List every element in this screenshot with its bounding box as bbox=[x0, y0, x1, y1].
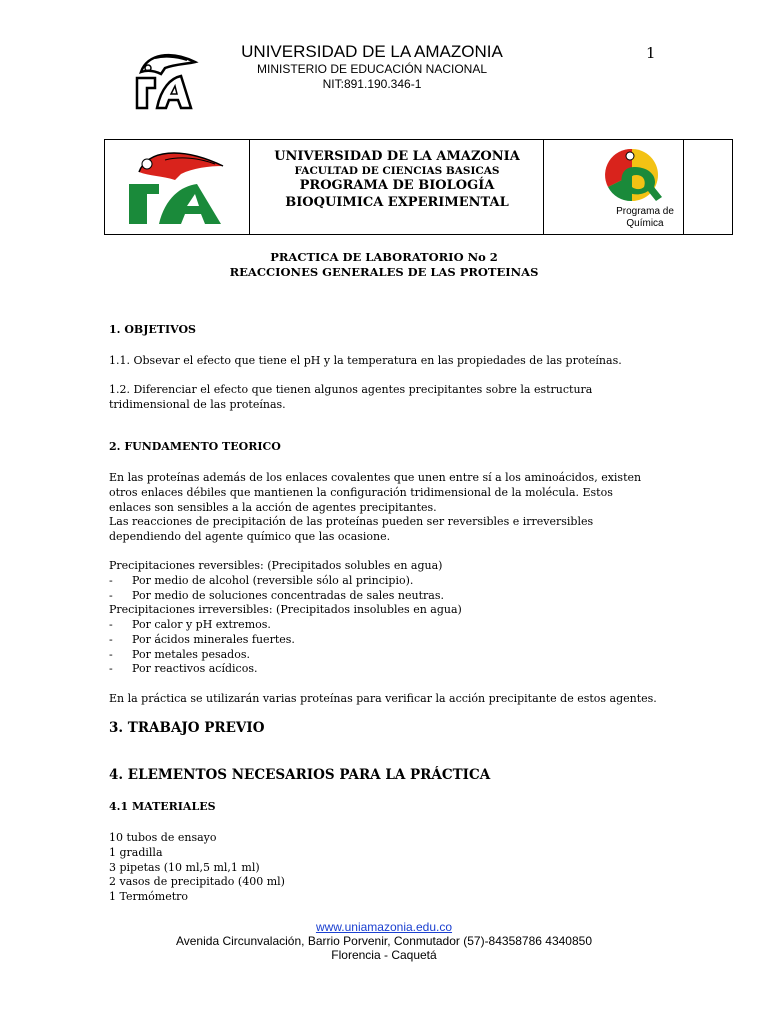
subsection-heading-materials: 4.1 MATERIALES bbox=[109, 800, 216, 813]
material-item: 3 pipetas (10 ml,5 ml,1 ml) bbox=[109, 861, 260, 874]
list-item-text: Por reactivos acídicos. bbox=[132, 662, 258, 675]
list-item bbox=[109, 617, 271, 632]
objective-2-line: tridimensional de las proteínas. bbox=[109, 398, 286, 411]
objective-1: 1.1. Obsevar el efecto que tiene el pH y la temperatura en las propiedades de las proteínas. bbox=[109, 354, 622, 367]
list-dash: - bbox=[109, 618, 113, 631]
list-item bbox=[109, 647, 250, 662]
footer-city: Florencia - Caquetá bbox=[331, 948, 437, 962]
theory-paragraph-line: En las proteínas además de los enlaces covalentes que unen entre sí a los aminoácidos, existen bbox=[109, 471, 642, 484]
footer-website-link[interactable]: www.uniamazonia.edu.co bbox=[315, 920, 453, 934]
objective-2-line: 1.2. Diferenciar el efecto que tienen algunos agentes precipitantes sobre la estructura bbox=[109, 383, 593, 396]
list-item-text: Por medio de soluciones concentradas de sales neutras. bbox=[132, 589, 444, 602]
university-logo bbox=[125, 146, 229, 230]
material-item: 1 gradilla bbox=[109, 846, 163, 859]
letterhead-nit: NIT:891.190.346-1 bbox=[322, 77, 422, 91]
practice-subtitle: REACCIONES GENERALES DE LAS PROTEINAS bbox=[229, 265, 539, 279]
footer-address: Avenida Circunvalación, Barrio Porvenir, Conmutador (57)-84358786 4340850 bbox=[175, 934, 593, 948]
material-item: 10 tubos de ensayo bbox=[109, 831, 217, 844]
chemistry-logo-icon bbox=[600, 145, 670, 207]
material-item: 2 vasos de precipitado (400 ml) bbox=[109, 875, 285, 888]
toucan-logo-color-icon bbox=[125, 146, 229, 230]
list-item bbox=[109, 632, 295, 647]
list-item bbox=[109, 573, 413, 588]
table-title: UNIVERSIDAD DE LA AMAZONIA bbox=[274, 149, 520, 164]
list-dash: - bbox=[109, 662, 113, 675]
list-item-text: Por ácidos minerales fuertes. bbox=[132, 633, 295, 646]
letterhead-title: UNIVERSIDAD DE LA AMAZONIA bbox=[241, 42, 503, 61]
list-item-text: Por medio de alcohol (reversible sólo al principio). bbox=[132, 574, 414, 587]
caption-line: Programa de bbox=[616, 206, 674, 217]
caption-line: Química bbox=[626, 218, 664, 229]
list-item bbox=[109, 588, 444, 603]
list-item bbox=[109, 661, 257, 676]
letterhead-ministry: MINISTERIO DE EDUCACIÓN NACIONAL bbox=[256, 62, 488, 76]
list-dash: - bbox=[109, 574, 113, 587]
section-heading-theory: 2. FUNDAMENTO TEORICO bbox=[109, 440, 281, 453]
header-table bbox=[104, 139, 733, 235]
list-dash: - bbox=[109, 648, 113, 661]
practice-title: PRACTICA DE LABORATORIO No 2 bbox=[270, 250, 498, 264]
table-course: BIOQUIMICA EXPERIMENTAL bbox=[285, 195, 509, 210]
chemistry-program-logo bbox=[600, 145, 670, 207]
table-faculty: FACULTAD DE CIENCIAS BASICAS bbox=[294, 165, 500, 177]
section-heading-prior-work: 3. TRABAJO PREVIO bbox=[109, 720, 265, 736]
irreversible-heading: Precipitaciones irreversibles: (Precipitados insolubles en agua) bbox=[109, 603, 462, 616]
list-dash: - bbox=[109, 589, 113, 602]
table-program: PROGRAMA DE BIOLOGÍA bbox=[299, 178, 495, 193]
list-item-text: Por metales pesados. bbox=[132, 648, 250, 661]
material-item: 1 Termómetro bbox=[109, 890, 189, 903]
chemistry-logo-caption bbox=[595, 206, 695, 230]
theory-paragraph-line: dependiendo del agente químico que las ocasione. bbox=[109, 530, 391, 543]
section-heading-elements: 4. ELEMENTOS NECESARIOS PARA LA PRÁCTICA bbox=[109, 767, 491, 783]
theory-paragraph-line: Las reacciones de precipitación de las proteínas pueden ser reversibles e irreversibles bbox=[109, 515, 594, 528]
list-dash: - bbox=[109, 633, 113, 646]
theory-paragraph-line: enlaces son sensibles a la acción de agentes precipitantes. bbox=[109, 501, 437, 514]
section-heading-objectives: 1. OBJETIVOS bbox=[109, 323, 196, 336]
theory-closing: En la práctica se utilizarán varias proteínas para verificar la acción precipitante de estos agentes. bbox=[109, 692, 657, 705]
list-item-text: Por calor y pH extremos. bbox=[132, 618, 271, 631]
reversible-heading: Precipitaciones reversibles: (Precipitados solubles en agua) bbox=[109, 559, 443, 572]
theory-paragraph-line: otros enlaces débiles que mantienen la configuración tridimensional de la molécula. Estos bbox=[109, 486, 613, 499]
page-number: 1 bbox=[646, 44, 656, 62]
